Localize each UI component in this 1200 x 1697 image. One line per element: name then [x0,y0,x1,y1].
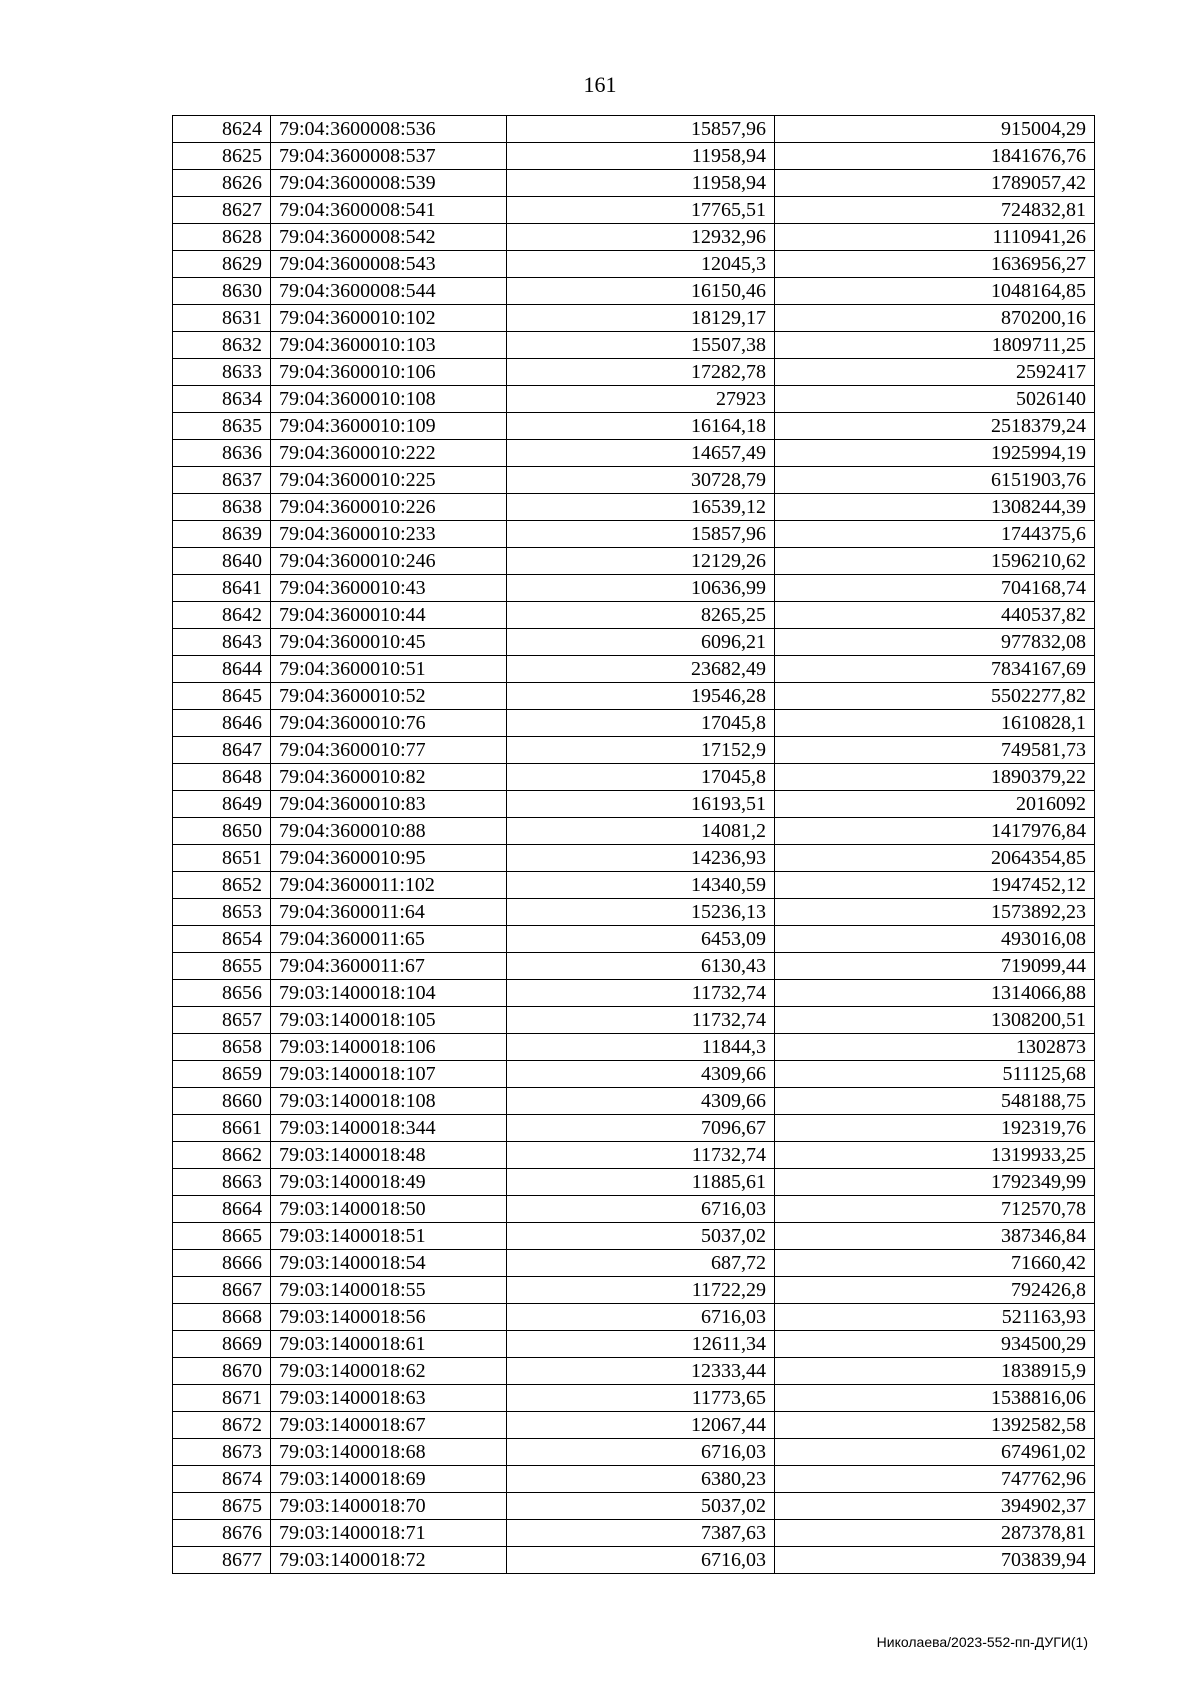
area-cell: 687,72 [507,1250,775,1277]
cadastral-number-cell: 79:04:3600010:95 [271,845,507,872]
area-cell: 6716,03 [507,1196,775,1223]
cadastral-value-cell: 71660,42 [775,1250,1095,1277]
cadastral-number-cell: 79:03:1400018:344 [271,1115,507,1142]
cadastral-value-cell: 192319,76 [775,1115,1095,1142]
area-cell: 12045,3 [507,251,775,278]
area-cell: 30728,79 [507,467,775,494]
table-row [173,197,1095,224]
cadastral-number-cell: 79:04:3600010:51 [271,656,507,683]
area-cell: 5037,02 [507,1223,775,1250]
cadastral-value-cell: 287378,81 [775,1520,1095,1547]
cadastral-number-cell: 79:04:3600008:536 [271,116,507,143]
table-row [173,602,1095,629]
row-number-cell: 8634 [173,386,271,413]
cadastral-value-cell: 2016092 [775,791,1095,818]
cadastral-value-cell: 1392582,58 [775,1412,1095,1439]
table-row [173,413,1095,440]
cadastral-number-cell: 79:03:1400018:72 [271,1547,507,1574]
area-cell: 11958,94 [507,170,775,197]
cadastral-number-cell: 79:03:1400018:71 [271,1520,507,1547]
cadastral-value-cell: 1792349,99 [775,1169,1095,1196]
row-number-cell: 8636 [173,440,271,467]
page-number: 161 [583,72,617,97]
table-row [173,683,1095,710]
table-row [173,1277,1095,1304]
row-number-cell: 8671 [173,1385,271,1412]
area-cell: 6716,03 [507,1304,775,1331]
table-row [173,278,1095,305]
cadastral-value-table [172,115,1095,1574]
cadastral-value-cell: 1890379,22 [775,764,1095,791]
area-cell: 6130,43 [507,953,775,980]
area-cell: 11773,65 [507,1385,775,1412]
cadastral-value-cell: 1841676,76 [775,143,1095,170]
area-cell: 11732,74 [507,980,775,1007]
area-cell: 17152,9 [507,737,775,764]
cadastral-number-cell: 79:04:3600010:222 [271,440,507,467]
cadastral-value-cell: 440537,82 [775,602,1095,629]
document-footer: Николаева/2023-552-пп-ДУГИ(1) [876,1634,1088,1650]
area-cell: 10636,99 [507,575,775,602]
row-number-cell: 8644 [173,656,271,683]
area-cell: 11722,29 [507,1277,775,1304]
cadastral-value-cell: 493016,08 [775,926,1095,953]
cadastral-value-cell: 977832,08 [775,629,1095,656]
area-cell: 12932,96 [507,224,775,251]
area-cell: 15236,13 [507,899,775,926]
table-row [173,1169,1095,1196]
cadastral-value-cell: 747762,96 [775,1466,1095,1493]
row-number-cell: 8669 [173,1331,271,1358]
area-cell: 6096,21 [507,629,775,656]
table-row [173,1088,1095,1115]
row-number-cell: 8627 [173,197,271,224]
row-number-cell: 8661 [173,1115,271,1142]
cadastral-value-cell: 2518379,24 [775,413,1095,440]
cadastral-value-cell: 387346,84 [775,1223,1095,1250]
cadastral-value-cell: 6151903,76 [775,467,1095,494]
table-row [173,1466,1095,1493]
table-row [173,1493,1095,1520]
table-row [173,143,1095,170]
cadastral-value-cell: 511125,68 [775,1061,1095,1088]
cadastral-number-cell: 79:04:3600010:82 [271,764,507,791]
cadastral-number-cell: 79:04:3600011:65 [271,926,507,953]
table-row [173,467,1095,494]
row-number-cell: 8675 [173,1493,271,1520]
row-number-cell: 8666 [173,1250,271,1277]
cadastral-number-cell: 79:04:3600008:543 [271,251,507,278]
row-number-cell: 8632 [173,332,271,359]
cadastral-number-cell: 79:04:3600010:109 [271,413,507,440]
table-row [173,791,1095,818]
row-number-cell: 8658 [173,1034,271,1061]
row-number-cell: 8638 [173,494,271,521]
table-row [173,764,1095,791]
cadastral-value-cell: 915004,29 [775,116,1095,143]
area-cell: 15857,96 [507,521,775,548]
table-row [173,1007,1095,1034]
table-row [173,251,1095,278]
cadastral-value-cell: 703839,94 [775,1547,1095,1574]
table-row [173,1412,1095,1439]
area-cell: 7387,63 [507,1520,775,1547]
cadastral-number-cell: 79:03:1400018:106 [271,1034,507,1061]
cadastral-value-cell: 674961,02 [775,1439,1095,1466]
cadastral-number-cell: 79:04:3600010:108 [271,386,507,413]
cadastral-value-cell: 870200,16 [775,305,1095,332]
table-row [173,332,1095,359]
cadastral-value-cell: 5026140 [775,386,1095,413]
area-cell: 18129,17 [507,305,775,332]
row-number-cell: 8635 [173,413,271,440]
table-row [173,575,1095,602]
table-row [173,521,1095,548]
table-row [173,1520,1095,1547]
cadastral-number-cell: 79:03:1400018:69 [271,1466,507,1493]
cadastral-number-cell: 79:03:1400018:56 [271,1304,507,1331]
cadastral-value-cell: 1838915,9 [775,1358,1095,1385]
row-number-cell: 8657 [173,1007,271,1034]
row-number-cell: 8630 [173,278,271,305]
table-row [173,440,1095,467]
row-number-cell: 8667 [173,1277,271,1304]
area-cell: 11732,74 [507,1142,775,1169]
row-number-cell: 8663 [173,1169,271,1196]
area-cell: 12129,26 [507,548,775,575]
row-number-cell: 8647 [173,737,271,764]
area-cell: 11732,74 [507,1007,775,1034]
area-cell: 12067,44 [507,1412,775,1439]
cadastral-value-cell: 521163,93 [775,1304,1095,1331]
table-row [173,1142,1095,1169]
cadastral-number-cell: 79:03:1400018:49 [271,1169,507,1196]
cadastral-number-cell: 79:04:3600011:67 [271,953,507,980]
cadastral-value-cell: 1308244,39 [775,494,1095,521]
row-number-cell: 8674 [173,1466,271,1493]
cadastral-number-cell: 79:03:1400018:51 [271,1223,507,1250]
table-row [173,980,1095,1007]
row-number-cell: 8625 [173,143,271,170]
cadastral-number-cell: 79:03:1400018:55 [271,1277,507,1304]
table-row [173,710,1095,737]
row-number-cell: 8642 [173,602,271,629]
cadastral-number-cell: 79:04:3600010:77 [271,737,507,764]
cadastral-value-cell: 1596210,62 [775,548,1095,575]
table-row [173,845,1095,872]
cadastral-number-cell: 79:04:3600008:544 [271,278,507,305]
cadastral-number-cell: 79:03:1400018:107 [271,1061,507,1088]
area-cell: 7096,67 [507,1115,775,1142]
cadastral-number-cell: 79:04:3600011:102 [271,872,507,899]
row-number-cell: 8656 [173,980,271,1007]
area-cell: 16193,51 [507,791,775,818]
row-number-cell: 8672 [173,1412,271,1439]
area-cell: 8265,25 [507,602,775,629]
area-cell: 16164,18 [507,413,775,440]
cadastral-number-cell: 79:03:1400018:104 [271,980,507,1007]
cadastral-number-cell: 79:03:1400018:105 [271,1007,507,1034]
cadastral-number-cell: 79:04:3600010:83 [271,791,507,818]
cadastral-value-cell: 1573892,23 [775,899,1095,926]
cadastral-value-cell: 2592417 [775,359,1095,386]
row-number-cell: 8649 [173,791,271,818]
area-cell: 12333,44 [507,1358,775,1385]
cadastral-value-cell: 5502277,82 [775,683,1095,710]
area-cell: 16539,12 [507,494,775,521]
row-number-cell: 8641 [173,575,271,602]
cadastral-number-cell: 79:04:3600010:88 [271,818,507,845]
cadastral-number-cell: 79:04:3600010:102 [271,305,507,332]
cadastral-value-cell: 1925994,19 [775,440,1095,467]
cadastral-number-cell: 79:04:3600010:43 [271,575,507,602]
row-number-cell: 8655 [173,953,271,980]
table-row [173,1385,1095,1412]
area-cell: 23682,49 [507,656,775,683]
cadastral-value-cell: 749581,73 [775,737,1095,764]
table-row [173,818,1095,845]
table-row [173,170,1095,197]
table-row [173,116,1095,143]
area-cell: 14081,2 [507,818,775,845]
cadastral-number-cell: 79:03:1400018:63 [271,1385,507,1412]
table-body [173,116,1095,1574]
table-row [173,359,1095,386]
cadastral-value-cell: 1636956,27 [775,251,1095,278]
table-row [173,224,1095,251]
area-cell: 14236,93 [507,845,775,872]
row-number-cell: 8637 [173,467,271,494]
cadastral-value-cell: 1048164,85 [775,278,1095,305]
table-row [173,899,1095,926]
row-number-cell: 8639 [173,521,271,548]
area-cell: 6716,03 [507,1547,775,1574]
cadastral-number-cell: 79:03:1400018:67 [271,1412,507,1439]
table-row [173,629,1095,656]
cadastral-value-cell: 394902,37 [775,1493,1095,1520]
cadastral-number-cell: 79:04:3600010:106 [271,359,507,386]
cadastral-value-cell: 792426,8 [775,1277,1095,1304]
cadastral-value-cell: 1302873 [775,1034,1095,1061]
table-row [173,1115,1095,1142]
cadastral-number-cell: 79:04:3600010:225 [271,467,507,494]
area-cell: 19546,28 [507,683,775,710]
cadastral-value-cell: 934500,29 [775,1331,1095,1358]
area-cell: 12611,34 [507,1331,775,1358]
row-number-cell: 8626 [173,170,271,197]
cadastral-value-cell: 1947452,12 [775,872,1095,899]
cadastral-value-cell: 1809711,25 [775,332,1095,359]
table-row [173,1223,1095,1250]
cadastral-number-cell: 79:03:1400018:62 [271,1358,507,1385]
table-row [173,872,1095,899]
area-cell: 14657,49 [507,440,775,467]
table-row [173,548,1095,575]
area-cell: 15507,38 [507,332,775,359]
area-cell: 11958,94 [507,143,775,170]
row-number-cell: 8677 [173,1547,271,1574]
area-cell: 4309,66 [507,1088,775,1115]
row-number-cell: 8660 [173,1088,271,1115]
cadastral-number-cell: 79:03:1400018:68 [271,1439,507,1466]
area-cell: 6380,23 [507,1466,775,1493]
table-row [173,656,1095,683]
cadastral-value-cell: 7834167,69 [775,656,1095,683]
area-cell: 4309,66 [507,1061,775,1088]
cadastral-number-cell: 79:04:3600010:76 [271,710,507,737]
row-number-cell: 8629 [173,251,271,278]
table-row [173,1304,1095,1331]
table-row [173,1331,1095,1358]
table-row [173,953,1095,980]
row-number-cell: 8662 [173,1142,271,1169]
row-number-cell: 8673 [173,1439,271,1466]
row-number-cell: 8648 [173,764,271,791]
row-number-cell: 8650 [173,818,271,845]
cadastral-value-cell: 719099,44 [775,953,1095,980]
area-cell: 15857,96 [507,116,775,143]
row-number-cell: 8652 [173,872,271,899]
area-cell: 17045,8 [507,764,775,791]
cadastral-value-cell: 1308200,51 [775,1007,1095,1034]
cadastral-value-cell: 548188,75 [775,1088,1095,1115]
cadastral-number-cell: 79:04:3600008:541 [271,197,507,224]
cadastral-number-cell: 79:04:3600008:537 [271,143,507,170]
area-cell: 17765,51 [507,197,775,224]
row-number-cell: 8645 [173,683,271,710]
cadastral-value-cell: 704168,74 [775,575,1095,602]
area-cell: 11885,61 [507,1169,775,1196]
cadastral-value-cell: 1610828,1 [775,710,1095,737]
cadastral-number-cell: 79:03:1400018:50 [271,1196,507,1223]
cadastral-number-cell: 79:04:3600008:542 [271,224,507,251]
row-number-cell: 8664 [173,1196,271,1223]
cadastral-number-cell: 79:04:3600010:233 [271,521,507,548]
cadastral-number-cell: 79:04:3600010:45 [271,629,507,656]
row-number-cell: 8653 [173,899,271,926]
table-row [173,1061,1095,1088]
row-number-cell: 8628 [173,224,271,251]
table-row [173,1439,1095,1466]
table-row [173,1250,1095,1277]
area-cell: 11844,3 [507,1034,775,1061]
cadastral-number-cell: 79:04:3600010:52 [271,683,507,710]
table-row [173,494,1095,521]
cadastral-number-cell: 79:04:3600011:64 [271,899,507,926]
cadastral-number-cell: 79:04:3600010:103 [271,332,507,359]
cadastral-number-cell: 79:03:1400018:70 [271,1493,507,1520]
cadastral-number-cell: 79:03:1400018:108 [271,1088,507,1115]
cadastral-number-cell: 79:04:3600010:44 [271,602,507,629]
area-cell: 14340,59 [507,872,775,899]
table-row [173,1196,1095,1223]
table-row [173,305,1095,332]
row-number-cell: 8676 [173,1520,271,1547]
cadastral-number-cell: 79:04:3600010:246 [271,548,507,575]
row-number-cell: 8659 [173,1061,271,1088]
area-cell: 5037,02 [507,1493,775,1520]
area-cell: 17282,78 [507,359,775,386]
table-row [173,1547,1095,1574]
cadastral-value-cell: 1314066,88 [775,980,1095,1007]
row-number-cell: 8646 [173,710,271,737]
row-number-cell: 8631 [173,305,271,332]
cadastral-value-cell: 712570,78 [775,1196,1095,1223]
cadastral-number-cell: 79:03:1400018:61 [271,1331,507,1358]
area-cell: 27923 [507,386,775,413]
cadastral-value-cell: 1319933,25 [775,1142,1095,1169]
area-cell: 6453,09 [507,926,775,953]
cadastral-value-cell: 2064354,85 [775,845,1095,872]
row-number-cell: 8651 [173,845,271,872]
row-number-cell: 8670 [173,1358,271,1385]
row-number-cell: 8633 [173,359,271,386]
row-number-cell: 8643 [173,629,271,656]
cadastral-number-cell: 79:04:3600008:539 [271,170,507,197]
cadastral-number-cell: 79:03:1400018:48 [271,1142,507,1169]
row-number-cell: 8654 [173,926,271,953]
cadastral-number-cell: 79:04:3600010:226 [271,494,507,521]
row-number-cell: 8640 [173,548,271,575]
row-number-cell: 8668 [173,1304,271,1331]
cadastral-value-cell: 1417976,84 [775,818,1095,845]
row-number-cell: 8624 [173,116,271,143]
cadastral-value-cell: 1538816,06 [775,1385,1095,1412]
cadastral-value-cell: 724832,81 [775,197,1095,224]
area-cell: 16150,46 [507,278,775,305]
cadastral-value-cell: 1110941,26 [775,224,1095,251]
table-row [173,1034,1095,1061]
cadastral-value-cell: 1789057,42 [775,170,1095,197]
row-number-cell: 8665 [173,1223,271,1250]
area-cell: 6716,03 [507,1439,775,1466]
cadastral-number-cell: 79:03:1400018:54 [271,1250,507,1277]
table-row [173,737,1095,764]
area-cell: 17045,8 [507,710,775,737]
table-row [173,386,1095,413]
table-row [173,1358,1095,1385]
cadastral-value-cell: 1744375,6 [775,521,1095,548]
table-row [173,926,1095,953]
